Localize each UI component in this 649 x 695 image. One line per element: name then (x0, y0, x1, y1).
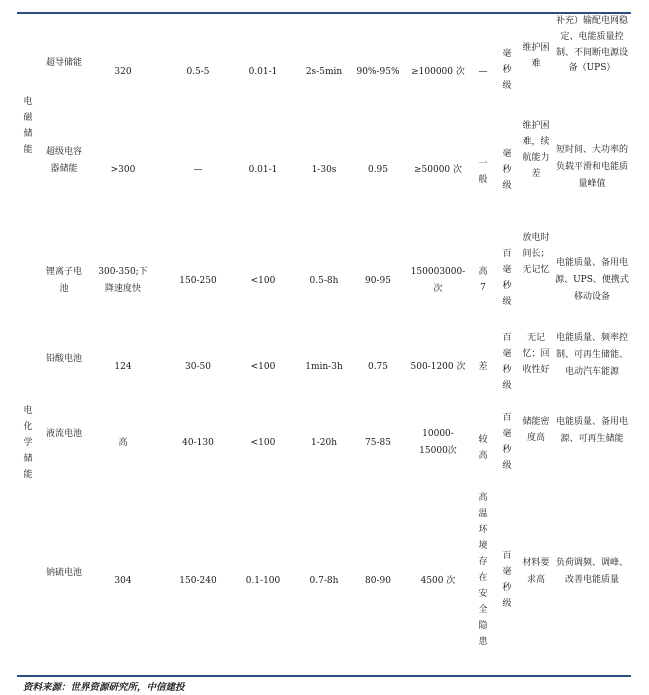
cycle-life-cell: 10000-15000次 (419, 429, 457, 457)
cycle-life-cell: 500-1200 次 (410, 362, 466, 372)
drawback-cell: 储能密度高 (522, 417, 550, 443)
efficiency-cell: 0.95 (367, 165, 389, 175)
response-cell: 毫秒级 (502, 49, 512, 91)
category-electrochemical: 电化学储能 (23, 406, 33, 480)
response-cell: 百毫秒级 (502, 249, 512, 307)
capacity-cell: 0.01-1 (248, 165, 278, 175)
efficiency-cell: 80-90 (365, 576, 391, 586)
application-cell: 电能质量、备用电源、UPS、便携式移动设备 (555, 258, 629, 303)
category-electromagnetic: 电磁储能 (23, 97, 33, 155)
drawback-cell: 无记忆；回收性好 (522, 333, 550, 375)
safety-cell: — (478, 67, 488, 77)
bottom-rule (17, 675, 631, 677)
power-density-cell: — (193, 165, 203, 175)
duration-cell: 0.7-8h (309, 576, 339, 586)
response-cell: 百毫秒级 (502, 413, 512, 471)
efficiency-cell: 75-85 (365, 438, 391, 448)
source-note: 资料来源：世界资源研究所，中信建投 (23, 682, 185, 693)
capacity-cell: 0.01-1 (248, 67, 278, 77)
name-cell: 锂离子电池 (46, 267, 83, 295)
safety-cell: 一般 (478, 159, 488, 185)
name-cell: 超级电容器储能 (46, 147, 83, 175)
application-cell: 补充）输配电网稳定、电能质量控制、不间断电源设备（UPS） (555, 16, 628, 74)
energy-density-cell: 300-350;下降速度快 (98, 267, 148, 295)
power-density-cell: 150-240 (179, 576, 217, 586)
duration-cell: 2s-5min (305, 67, 343, 77)
energy-density-cell: 304 (114, 576, 132, 586)
capacity-cell: <100 (250, 362, 276, 372)
power-density-cell: 150-250 (179, 276, 217, 286)
application-cell: 电能质量、备用电源、可再生储能 (555, 417, 628, 445)
cycle-life-cell: 4500 次 (420, 576, 456, 586)
power-density-cell: 0.5-5 (186, 67, 210, 77)
power-density-cell: 40-130 (182, 438, 214, 448)
response-cell: 百毫秒级 (502, 333, 512, 391)
application-cell: 电能质量、频率控制、可再生储能、电动汽车能源 (555, 333, 628, 378)
drawback-cell: 维护困难 (522, 43, 550, 69)
application-cell: 负荷调频、调峰、改善电能质量 (555, 558, 628, 586)
power-density-cell: 30-50 (185, 362, 211, 372)
energy-density-cell: 高 (118, 438, 128, 448)
efficiency-cell: 90%-95% (356, 67, 400, 77)
drawback-cell: 维护困难，续航能力差 (522, 121, 550, 179)
cycle-life-cell: ≥100000 次 (411, 67, 465, 77)
capacity-cell: <100 (250, 438, 276, 448)
safety-cell: 较高 (478, 435, 488, 461)
drawback-cell: 放电时间长；无记忆 (522, 233, 550, 275)
energy-density-cell: 320 (114, 67, 132, 77)
duration-cell: 0.5-8h (309, 276, 339, 286)
duration-cell: 1-30s (311, 165, 337, 175)
duration-cell: 1-20h (310, 438, 337, 448)
response-cell: 毫秒级 (502, 149, 512, 191)
efficiency-cell: 0.75 (367, 362, 389, 372)
duration-cell: 1min-3h (305, 362, 343, 372)
name-cell: 钠硫电池 (46, 568, 83, 578)
top-rule (17, 12, 631, 14)
drawback-cell: 材料要求高 (522, 558, 550, 586)
capacity-cell: 0.1-100 (245, 576, 281, 586)
safety-cell: 高7 (478, 267, 488, 293)
safety-cell: 差 (478, 362, 488, 372)
application-cell: 短时间、大功率的负载平滑和电能质量峰值 (555, 145, 628, 190)
response-cell: 百毫秒级 (502, 551, 512, 609)
efficiency-cell: 90-95 (365, 276, 391, 286)
cycle-life-cell: 150003000-次 (410, 267, 466, 295)
capacity-cell: <100 (250, 276, 276, 286)
safety-cell: 高温环境存在安全隐患 (478, 493, 488, 647)
name-cell: 超导储能 (46, 58, 83, 68)
cycle-life-cell: ≥50000 次 (413, 165, 463, 175)
name-cell: 液流电池 (46, 429, 83, 439)
name-cell: 铅酸电池 (46, 354, 83, 364)
energy-density-cell: 124 (114, 362, 132, 372)
energy-density-cell: >300 (110, 165, 136, 175)
